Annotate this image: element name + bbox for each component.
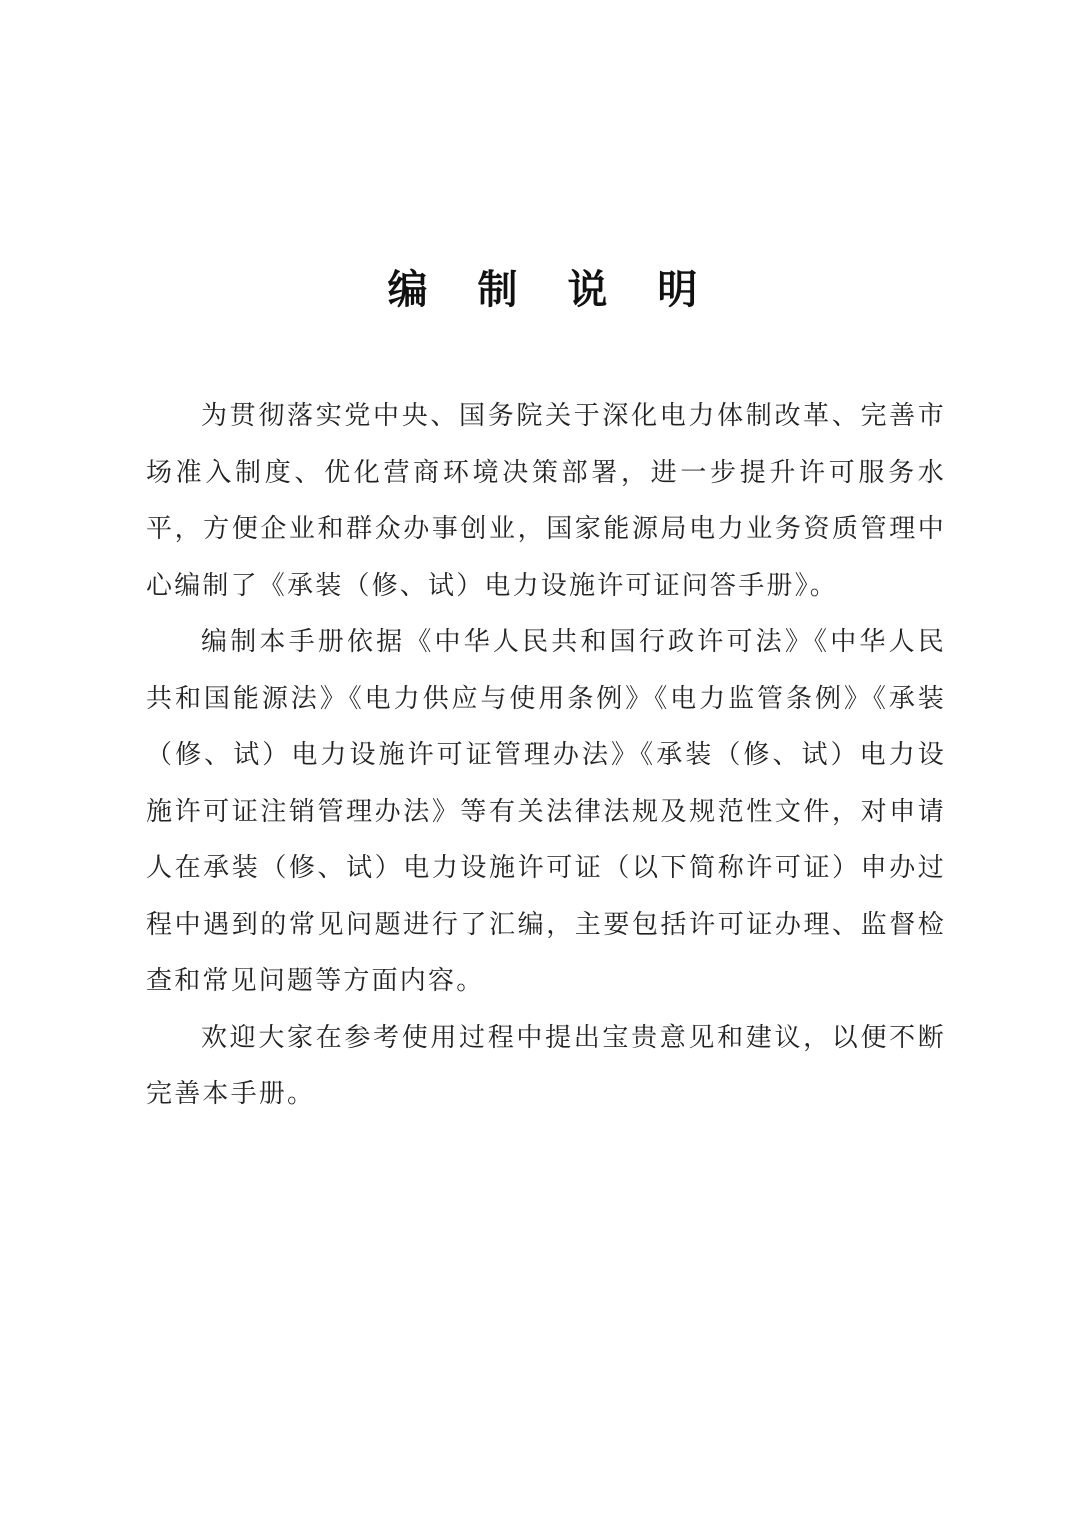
- page-title: 编 制 说 明: [387, 266, 716, 313]
- document-body: [146, 388, 946, 1123]
- paragraph-feedback: 欢迎大家在参考使用过程中提出宝贵意见和建议，以便不断完善本手册。: [146, 1022, 946, 1109]
- paragraph-basis: 编制本手册依据《中华人民共和国行政许可法》《中华人民共和国能源法》《电力供应与使用条例》《电力监管条例》《承装（修、试）电力设施许可证管理办法》《承装（修、试）电力设施许可证注销管理办法》等有关法律法规及规范性文件，对申请人在承装（修、试）电力设施许可证（以下简称许可证）申办过程中遇到的常见问题进行了汇编，主要包括许可证办理、监督检查和常见问题等方面内容。: [146, 627, 946, 996]
- paragraph-purpose: 为贯彻落实党中央、国务院关于深化电力体制改革、完善市场准入制度、优化营商环境决策部署，进一步提升许可服务水平，方便企业和群众办事创业，国家能源局电力业务资质管理中心编制了《承装（修、试）电力设施许可证问答手册》。: [146, 401, 946, 601]
